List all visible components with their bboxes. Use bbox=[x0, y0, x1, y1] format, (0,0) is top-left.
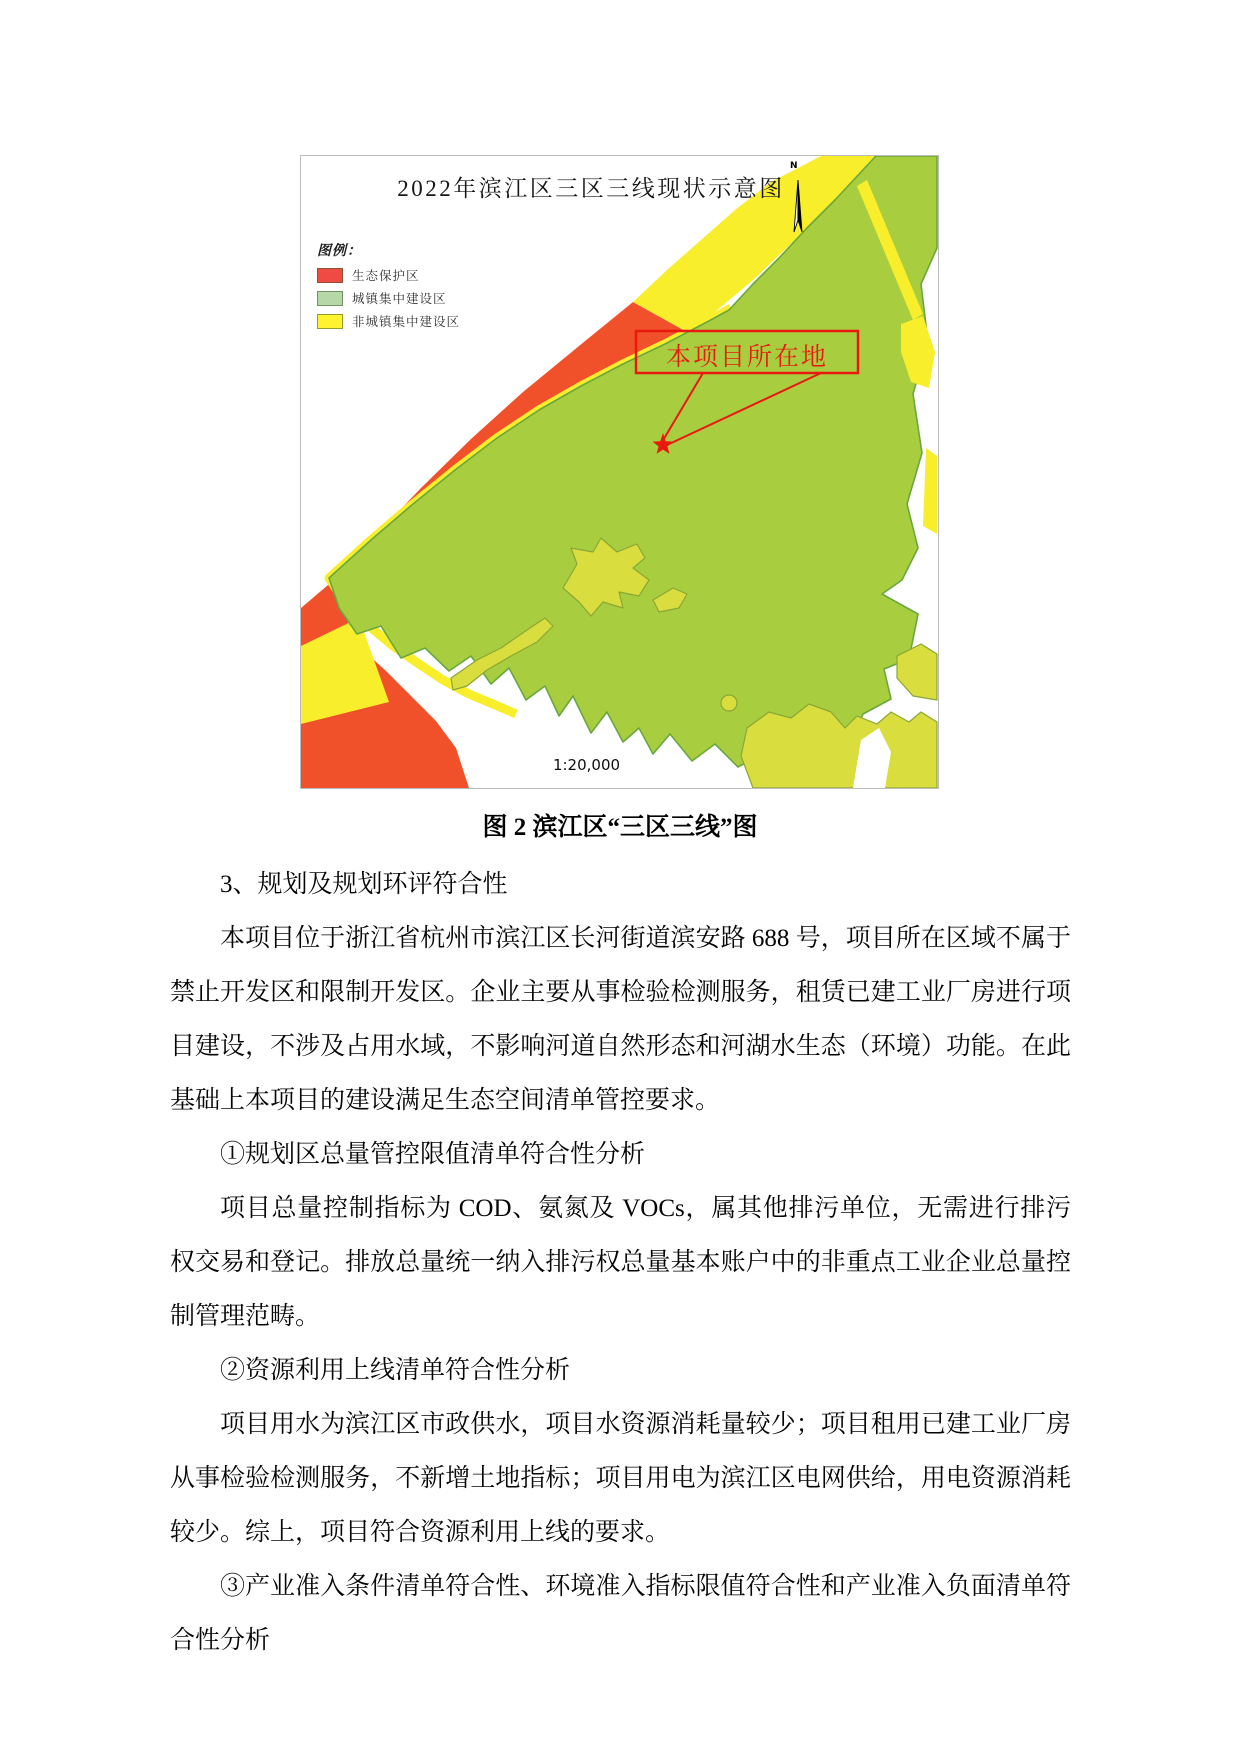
body-paragraph: ①规划区总量管控限值清单符合性分析 bbox=[220, 1141, 646, 1168]
legend-rows bbox=[317, 267, 460, 329]
callout-label: 本项目所在地 bbox=[665, 344, 828, 371]
map-figure bbox=[300, 155, 939, 789]
legend-item-label: 城镇集中建设区 bbox=[352, 292, 447, 306]
map-legend bbox=[317, 240, 460, 329]
body-paragraph: 3、规划及规划环评符合性 bbox=[220, 871, 508, 898]
legend-heading: 图例： bbox=[317, 244, 362, 259]
body-paragraph: 本项目位于浙江省杭州市滨江区长河街道滨安路 688 号，项目所在区域不属于禁止开发区和限制开发区。企业主要从事检验检测服务，租赁已建工业厂房进行项目建设，不涉及占用水域，不影响河道自然形态和河湖水生态（环境）功能。在此基础上本项目的建设满足生态空间清单管控要求。 bbox=[170, 925, 1071, 1114]
edge-patch-lower bbox=[923, 448, 937, 534]
patch-east bbox=[897, 644, 937, 700]
body-paragraph: ③产业准入条件清单符合性、环境准入指标限值符合性和产业准入负面清单符合性分析 bbox=[170, 1573, 1071, 1654]
figure-caption: 图 2 滨江区“三区三线”图 bbox=[482, 814, 758, 841]
body-paragraph: 项目用水为滨江区市政供水，项目水资源消耗量较少；项目租用已建工业厂房从事检验检测服务，不新增土地指标；项目用电为滨江区电网供给，用电资源消耗较少。综上，项目符合资源利用上线的要求。 bbox=[170, 1411, 1071, 1546]
body-paragraph: ②资源利用上线清单符合性分析 bbox=[220, 1357, 571, 1384]
legend-item-label: 非城镇集中建设区 bbox=[352, 315, 461, 329]
north-label: N bbox=[790, 161, 798, 171]
legend-item-label: 生态保护区 bbox=[352, 269, 420, 283]
legend-item bbox=[317, 267, 460, 283]
legend-swatch bbox=[317, 268, 343, 283]
body-text bbox=[170, 858, 1071, 1668]
patch-dot bbox=[721, 695, 737, 711]
legend-item bbox=[317, 290, 460, 306]
map-scale: 1:20,000 bbox=[552, 756, 621, 774]
map-title: 2022年滨江区三区三线现状示意图 bbox=[397, 176, 785, 201]
legend-item bbox=[317, 313, 460, 329]
legend-swatch bbox=[317, 314, 343, 329]
body-paragraph: 项目总量控制指标为 COD、氨氮及 VOCs，属其他排污单位，无需进行排污权交易和登记。排放总量统一纳入排污权总量基本账户中的非重点工业企业总量控制管理范畴。 bbox=[170, 1195, 1071, 1330]
legend-swatch bbox=[317, 291, 343, 306]
